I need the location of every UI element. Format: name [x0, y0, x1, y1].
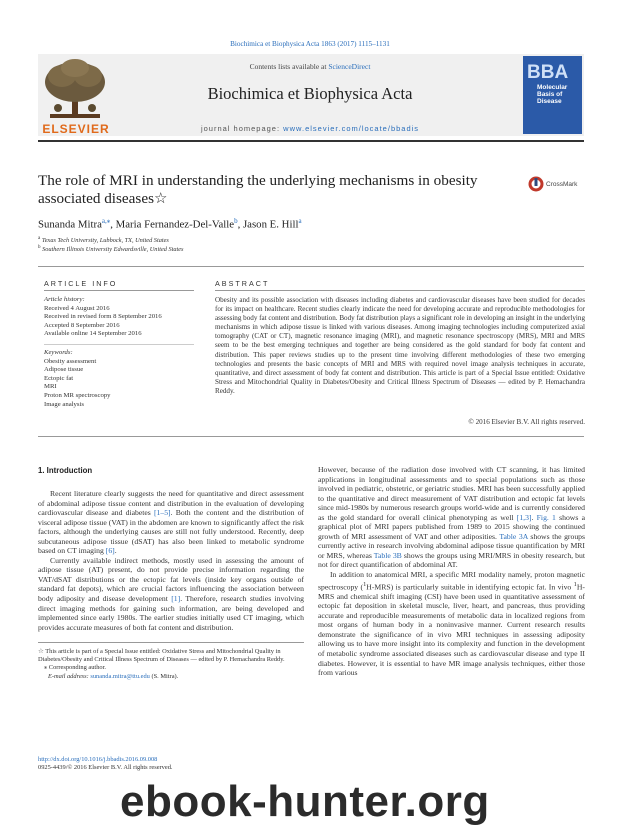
keyword: MRI [44, 383, 57, 391]
cover-subtitle: Molecular Basis of Disease [537, 84, 568, 105]
email-suffix: (S. Mitra). [149, 672, 179, 680]
text: shows the groups currently active in research involving abdominal adipose tissue quantification by MRI or MRS, whereas [318, 531, 586, 560]
author-affil-sup[interactable]: b [234, 217, 238, 225]
footnote-text: Corresponding author. [47, 664, 106, 672]
header-rule [38, 140, 584, 142]
affiliation-sup: b [38, 245, 41, 250]
author-affil-sup[interactable]: a [298, 217, 302, 225]
text: In addition to anatomical MRI, a specific MRI modality namely, proton magnetic spectroscopy ( [318, 570, 585, 592]
abstract-heading: ABSTRACT [215, 279, 270, 288]
footnotes [38, 648, 304, 681]
article-info-rule [44, 290, 194, 291]
author-name[interactable]: Maria Fernandez-Del-Valle [115, 218, 235, 231]
history-item: Accepted 8 September 2016 [44, 321, 120, 329]
text: . [114, 546, 117, 556]
section-heading: 1. Introduction [38, 466, 93, 475]
journal-name: Biochimica et Biophysica Acta [207, 84, 413, 103]
text: Currently available indirect methods, mostly used in assessing the amount of adipose tissue (AT) present, do not provide precise information regarding the VAT/dSAT distributions or the ectopic fat levels (inside key organs outside of standard fat depots), which are crucial factors influencing the association between body adiposity and disease development [38, 555, 304, 604]
footnote-corresponding [38, 664, 304, 672]
text: However, because of the radiation dose involved with CT scanning, it has limited applications in longitudinal assessments and to special populations such as those involved in pediatric, obstetric, or geriatric studies. MRI has been successfully applied to the quantitative and direct measurement of VAT distribution and ectopic fat levels since mid-1980s by numerous research groups world-wide and is currently considered as the gold standard for overall clinical phenotyping as well [318, 465, 585, 522]
history-item: Received in revised form 8 September 2016 [44, 313, 162, 321]
author-name[interactable]: Sunanda Mitra [38, 218, 102, 231]
text: Recent literature clearly suggests the need for quantitative and direct assessment of abdominal adipose tissue content and distribution in the evaluation of developing cardiovascular disease and diabetes [38, 489, 304, 518]
text: H-MRS and chemical shift imaging (CSI) have been used in quantitative assessment of ectopic fat deposition in skeletal muscle, liver, heart, and pancreas, thus providing accurate and reproducible measurements of metabolic data in localized regions from most organs of human body in a noninvasive manner. Current research results demonstrate the significance of in vivo MRI techniques in assessing adiposity allowing us to have more insight into its complexity and function in the development of metabolic syndrome associated diseases such as cardiovascular disease and type II diabetes. However, it is essential to have MR image analysis techniques, either those from various [318, 582, 585, 678]
doi-link[interactable]: http://dx.doi.org/10.1016/j.bbadis.2016.09.008 [38, 756, 158, 763]
author-separator: , [237, 218, 243, 231]
citation-link[interactable]: [6] [105, 546, 115, 556]
info-divider [44, 339, 194, 345]
figure-link[interactable]: Fig. 1 [536, 512, 556, 522]
article-info [44, 296, 194, 409]
email-link[interactable]: sunanda.mitra@ttu.edu [90, 672, 150, 680]
keyword: Obesity assessment [44, 357, 97, 365]
body-column-left [38, 489, 304, 632]
citation-link[interactable]: [1–5] [153, 508, 171, 518]
text: shows a graphical plot of MRI papers published from 1989 to 2015 showing the continued growth of MRI assessment of VAT and other adiposities. [318, 512, 585, 541]
issn-line: 0925-4439/© 2016 Elsevier B.V. All rights reserved. [38, 764, 173, 772]
author-list [38, 217, 302, 231]
email-label: E-mail address: [48, 672, 91, 680]
sciencedirect-link[interactable]: ScienceDirect [328, 62, 371, 71]
crossmark-label[interactable]: CrossMark [546, 181, 578, 188]
text: H-MRS) is particularly suitable in identifying ectopic fat. In vivo [366, 582, 574, 592]
footnote-symbol: ⁎ [44, 664, 48, 672]
homepage-prefix: journal homepage: [200, 124, 284, 133]
affiliation [38, 245, 184, 253]
elsevier-logo-text: ELSEVIER [42, 122, 110, 136]
footnote-symbol: ☆ [38, 648, 44, 655]
text: shows the groups using MRI/MRS in obesity research, but not for direct quantification of abdominal AT. [318, 550, 585, 570]
footnote-email [38, 673, 304, 681]
keyword: Proton MR spectroscopy [44, 391, 111, 399]
author-affil-sup[interactable]: a,⁎ [101, 217, 111, 225]
paragraph [318, 465, 585, 570]
text: . Therefore, research studies involving direct imaging methods for gaining such information, are being developed and implemented since early 1980s. The earlier studies initially used CT imaging, which provides accurate measures of both fat content and distribution. [38, 594, 304, 632]
affiliation-text: Texas Tech University, Lubbock, TX, United States [41, 237, 169, 245]
abstract-copyright: © 2016 Elsevier B.V. All rights reserved. [468, 418, 585, 426]
doi-block [38, 756, 173, 772]
table-link[interactable]: Table 3A [499, 531, 528, 541]
paragraph [38, 556, 304, 632]
homepage-link[interactable]: www.elsevier.com/locate/bbadis [283, 124, 420, 133]
text: . [531, 512, 537, 522]
keywords-label: Keywords: [44, 348, 73, 356]
abstract-rule [215, 290, 585, 291]
citation-link[interactable]: [1] [171, 594, 181, 604]
contents-prefix: Contents lists available at [249, 62, 329, 71]
superscript: 1 [363, 580, 367, 588]
body-column-right [318, 465, 585, 678]
table-link[interactable]: Table 3B [373, 550, 402, 560]
text: . Both the content and the distribution of visceral adipose tissue (VAT) in the abdomen are known to significantly affect the risk factors, although the underlying causes are still not fully understood. Recently, deep subcutaneous adipose tissue (dSAT) has also been linked to metabolic syndrome based on CT imaging [38, 508, 304, 556]
journal-reference[interactable]: Biochimica et Biophysica Acta 1863 (2017) 1115–1131 [230, 40, 390, 48]
affiliation-text: Southern Illinois University Edwardsville, United States [42, 246, 184, 254]
paragraph [38, 489, 304, 556]
cover-title: BBA [527, 62, 569, 83]
watermark: ebook-hunter.org [120, 777, 490, 826]
affiliation-sup: a [38, 236, 41, 241]
history-label: Article history: [44, 296, 85, 303]
affiliation [38, 236, 169, 244]
keyword: Adipose tissue [44, 366, 84, 374]
section-rule [38, 266, 584, 267]
crossmark-icon [528, 176, 544, 192]
section-rule [38, 436, 584, 437]
footnote-rule [38, 642, 304, 643]
journal-cover [523, 56, 582, 134]
article-info-heading: ARTICLE INFO [44, 279, 118, 288]
keyword: Image analysis [44, 400, 84, 408]
keyword: Ectopic fat [44, 374, 74, 382]
history-item: Available online 14 September 2016 [44, 330, 142, 338]
author-separator: , [110, 218, 116, 231]
author-name[interactable]: Jason E. Hill [242, 218, 299, 231]
superscript: 1 [573, 580, 577, 588]
article-title: The role of MRI in understanding the underlying mechanisms in obesity associated diseases☆ [38, 172, 478, 207]
citation-link[interactable]: [1,3] [516, 512, 532, 522]
history-item: Received 4 August 2016 [44, 304, 110, 312]
abstract-text: Obesity and its possible association with diseases including diabetes and cardiovascular diseases have been studied for decades for its impact on healthcare. Recent studies clearly indicate the need for developing accurate and reproducible methodologies for assessing body fat content and distribution. Body fat distribution plays a significant role in developing an insight in the underlying mechanisms in which adipose tissue is linked with various diseases. Among imaging technologies including computerized axial tomography (CAT or CT), magnetic resonance imaging (MRI), and magnetic resonance spectroscopy (MRS), MRI and MRS seem to be the best emerging techniques and together are being considered as the gold standard for body fat content and distribution. This paper reviews studies up to the present time involving different methodologies of these two emerging technologies and presents the basic concepts of MRI and MRS with required novel image analysis techniques in accurate, quantitative, and direct assessment of body fat content and distribution. This article is part of a Special Issue entitled: Oxidative Stress and Mitochondrial Quality in Diabetes/Obesity and Critical Illness Spectrum of Diseases — edited by P. Hemachandra Reddy. [215, 296, 586, 395]
paragraph [318, 570, 585, 678]
footnote-special-issue [38, 648, 304, 664]
footnote-text: This article is part of a Special Issue entitled: Oxidative Stress and Mitochondrial Quality in Diabetes/Obesity and Critical Illness Spectrum of Diseases — edited by P. Hemachandra Reddy. [38, 648, 285, 664]
